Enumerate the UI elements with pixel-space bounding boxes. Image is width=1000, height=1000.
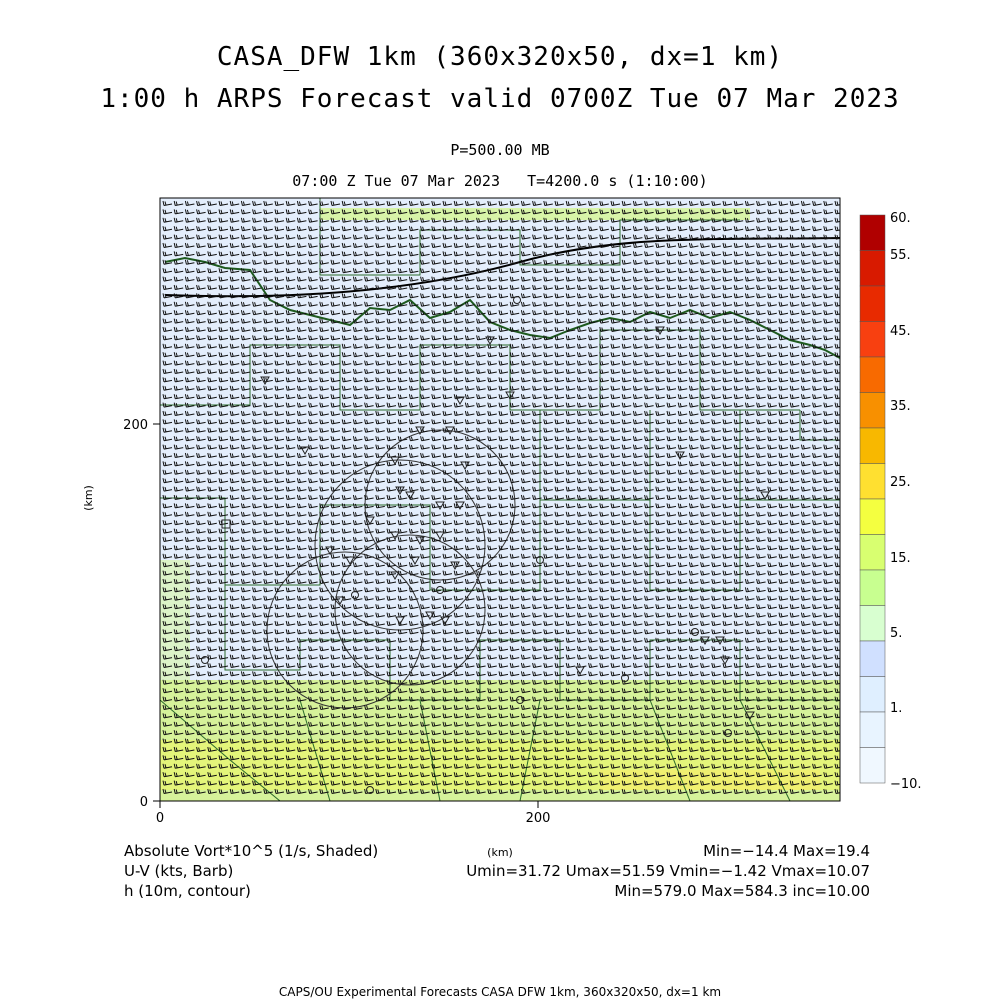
colorbar-swatch (860, 357, 885, 393)
legend-stats-wind: Umin=31.72 Umax=51.59 Vmin=−1.42 Vmax=10.07 (466, 862, 870, 880)
colorbar-swatch (860, 570, 885, 606)
colorbar-swatch (860, 215, 885, 251)
title-line-2: 1:00 h ARPS Forecast valid 0700Z Tue 07 Mar 2023 (100, 84, 900, 114)
colorbar-label: 45. (890, 324, 911, 339)
model-time: T=4200.0 s (1:10:00) (527, 172, 708, 190)
colorbar-label: 1. (890, 701, 903, 716)
colorbar-swatch (860, 712, 885, 748)
colorbar-swatch (860, 641, 885, 677)
legend-field-wind: U-V (kts, Barb) (124, 862, 234, 880)
pressure-level: P=500.00 MB (450, 141, 550, 159)
colorbar-swatch (860, 499, 885, 535)
colorbar-labels (890, 211, 922, 792)
colorbar-label: 60. (890, 211, 911, 226)
colorbar-label: −10. (890, 777, 922, 792)
colorbar-label: 35. (890, 399, 911, 414)
colorbar-swatch (860, 251, 885, 287)
vorticity-shading-southeast (600, 770, 820, 790)
legend-field-height: h (10m, contour) (124, 882, 251, 900)
colorbar-swatch (860, 677, 885, 713)
x-tick-label-200: 200 (525, 811, 551, 826)
footer-credit: CAPS/OU Experimental Forecasts CASA DFW 1km, 360x320x50, dx=1 km (278, 985, 722, 999)
valid-time: 07:00 Z Tue 07 Mar 2023 (292, 172, 500, 190)
colorbar-swatch (860, 464, 885, 500)
colorbar-label: 15. (890, 551, 911, 566)
colorbar-swatch (860, 322, 885, 358)
y-tick-label-0: 0 (139, 795, 148, 810)
y-axis-label: (km) (82, 485, 95, 511)
colorbar-swatch (860, 393, 885, 429)
legend-field-vorticity: Absolute Vort*10^5 (1/s, Shaded) (124, 842, 379, 860)
colorbar-swatch (860, 286, 885, 322)
y-tick-label-200: 200 (123, 418, 148, 433)
colorbar-swatch (860, 535, 885, 571)
colorbar-label: 25. (890, 475, 911, 490)
valid-time-line (0, 172, 1000, 190)
map-plot-area (160, 198, 844, 801)
colorbar (860, 215, 885, 783)
colorbar-swatch (860, 428, 885, 464)
vorticity-shading-west (160, 560, 190, 680)
colorbar-label: 55. (890, 248, 911, 263)
legend-stats-height: Min=579.0 Max=584.3 inc=10.00 (614, 882, 870, 900)
x-tick-label-0: 0 (155, 811, 165, 826)
legend-stats-vorticity: Min=−14.4 Max=19.4 (703, 842, 870, 860)
colorbar-label: 5. (890, 626, 903, 641)
title-line-1: CASA_DFW 1km (360x320x50, dx=1 km) (216, 42, 784, 72)
colorbar-swatch (860, 606, 885, 642)
colorbar-swatch (860, 748, 885, 784)
x-axis-label: (km) (487, 846, 513, 859)
